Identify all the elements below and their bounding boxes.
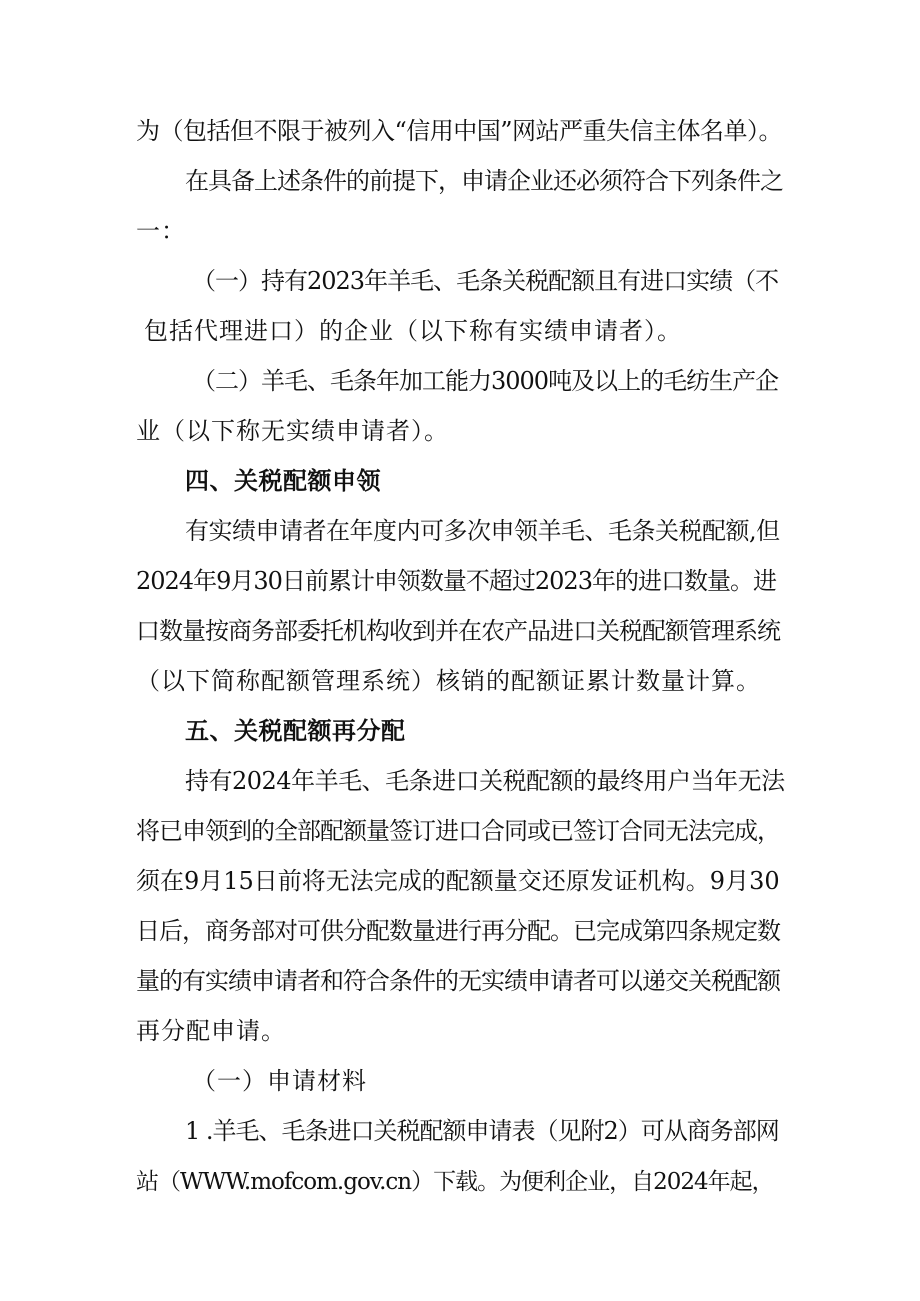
text-line: 一： — [136, 217, 186, 245]
text-line: 口数量按商务部委托机构收到并在农产品进口关税配额管理系统 — [136, 617, 780, 645]
text-line: 有实绩申请者在年度内可多次申领羊毛、毛条关税配额,但 — [185, 517, 780, 545]
text-line: 站（WWW.mofcom.gov.cn）下载。为便利企业，自2024年起， — [136, 1169, 774, 1195]
text-line: 为（包括但不限于被列入“信用中国”网站严重失信主体名单）。 — [136, 117, 783, 145]
section-heading-4: 四、关税配额申领 — [185, 467, 381, 495]
text-line: 须在9月15日前将无法完成的配额量交还原发证机构。9月30 — [136, 867, 780, 895]
text-line: 在具备上述条件的前提下，申请企业还必须符合下列条件之 — [185, 167, 783, 195]
text-line: 包括代理进口）的企业（以下称有实绩申请者）。 — [144, 317, 682, 345]
subsection-heading: （一）申请材料 — [192, 1067, 367, 1095]
text-line: 业（以下称无实绩申请者）。 — [136, 417, 449, 445]
section-heading-5: 五、关税配额再分配 — [185, 717, 406, 745]
text-line: （以下简称配额管理系统）核销的配额证累计数量计算。 — [136, 667, 761, 695]
text-line: 将已申领到的全部配额量签订进口合同或已签订合同无法完成， — [136, 817, 780, 845]
text-line: 1 .羊毛、毛条进口关税配额申请表（见附2）可从商务部网 — [185, 1117, 779, 1145]
text-line: 持有2024年羊毛、毛条进口关税配额的最终用户当年无法 — [185, 767, 785, 795]
text-line: 2024年9月30日前累计申领数量不超过2023年的进口数量。进 — [136, 567, 776, 595]
text-line: （一）持有2023年羊毛、毛条关税配额且有进口实绩（不 — [192, 267, 779, 295]
text-line: （二）羊毛、毛条年加工能力3000吨及以上的毛纺生产企 — [192, 367, 779, 395]
text-line: 再分配申请。 — [136, 1017, 286, 1045]
text-line: 量的有实绩申请者和符合条件的无实绩申请者可以递交关税配额 — [136, 967, 780, 995]
text-line: 日后，商务部对可供分配数量进行再分配。已完成第四条规定数 — [136, 917, 780, 945]
